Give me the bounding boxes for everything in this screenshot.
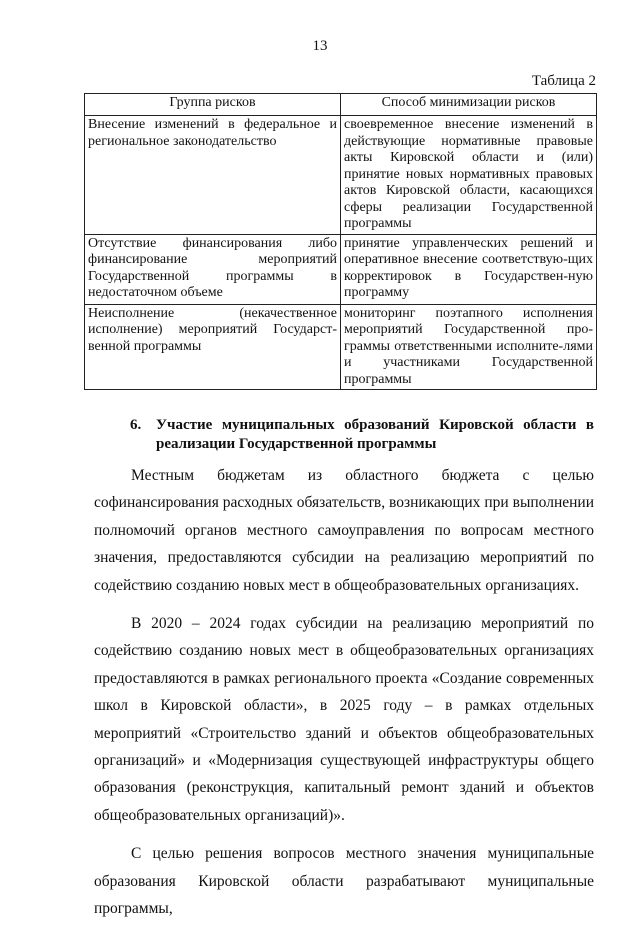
paragraph: В 2020 – 2024 годах субсидии на реализацию мероприятий по содействию созданию новых мест в общеобразовательных организациях предоставляются в рамках регионального проекта «Создание современных школ в Кировской области», в 2025 году – в рамках отдельных мероприятий «Строительство зданий и объектов общеобразовательных организаций» и «Модернизация существующей инфраструктуры общего образования (реконструкция, капитальный ремонт зданий и объектов общеобразовательных организаций)». — [94, 615, 594, 824]
risk-table — [84, 93, 597, 390]
table-row — [85, 304, 597, 390]
table-caption: Таблица 2 — [531, 73, 596, 89]
section-title: Участие муниципальных образований Кировской области в реализации Государственной программы — [156, 417, 594, 452]
mitigation-cell: мониторинг поэтапного исполнения мероприятий Государственной про-граммы ответственными исполните-лями и участниками Государственной программы — [341, 304, 597, 390]
body-text — [94, 462, 594, 934]
page-number: 13 — [312, 38, 328, 54]
mitigation-cell: принятие управленческих решений и оперативное внесение соответствую-щих корректировок в Государствен-ную программу — [341, 234, 597, 304]
section-heading — [130, 416, 594, 454]
paragraph: С целью решения вопросов местного значения муниципальные образования Кировской области разрабатывают муниципальные программы, — [94, 845, 594, 918]
column-header-mitigation: Способ минимизации рисков — [341, 94, 597, 116]
section-number: 6. — [130, 417, 142, 433]
paragraph: Местным бюджетам из областного бюджета с целью софинансирования расходных обязательств, возникающих при выполнении полномочий органов местного самоуправления по вопросам местного значения, предоставляются субсидии на реализацию мероприятий по содействию созданию новых мест в общеобразовательных организациях. — [94, 467, 594, 594]
table-row — [85, 234, 597, 304]
table-row — [85, 116, 597, 235]
risk-group-cell: Отсутствие финансирования либо финансирование мероприятий Государственной программы в недостаточном объеме — [85, 234, 341, 304]
column-header-risk-group: Группа рисков — [85, 94, 341, 116]
mitigation-cell: своевременное внесение изменений в действующие нормативные правовые акты Кировской области и (или) принятие новых нормативных правовых актов Кировской области, касающихся сферы реализации Государственной программы — [341, 116, 597, 235]
risk-group-cell: Внесение изменений в федеральное и региональное законодательство — [85, 116, 341, 235]
table-header-row — [85, 94, 597, 116]
risk-group-cell: Неисполнение (некачественное исполнение) мероприятий Государст-венной программы — [85, 304, 341, 390]
